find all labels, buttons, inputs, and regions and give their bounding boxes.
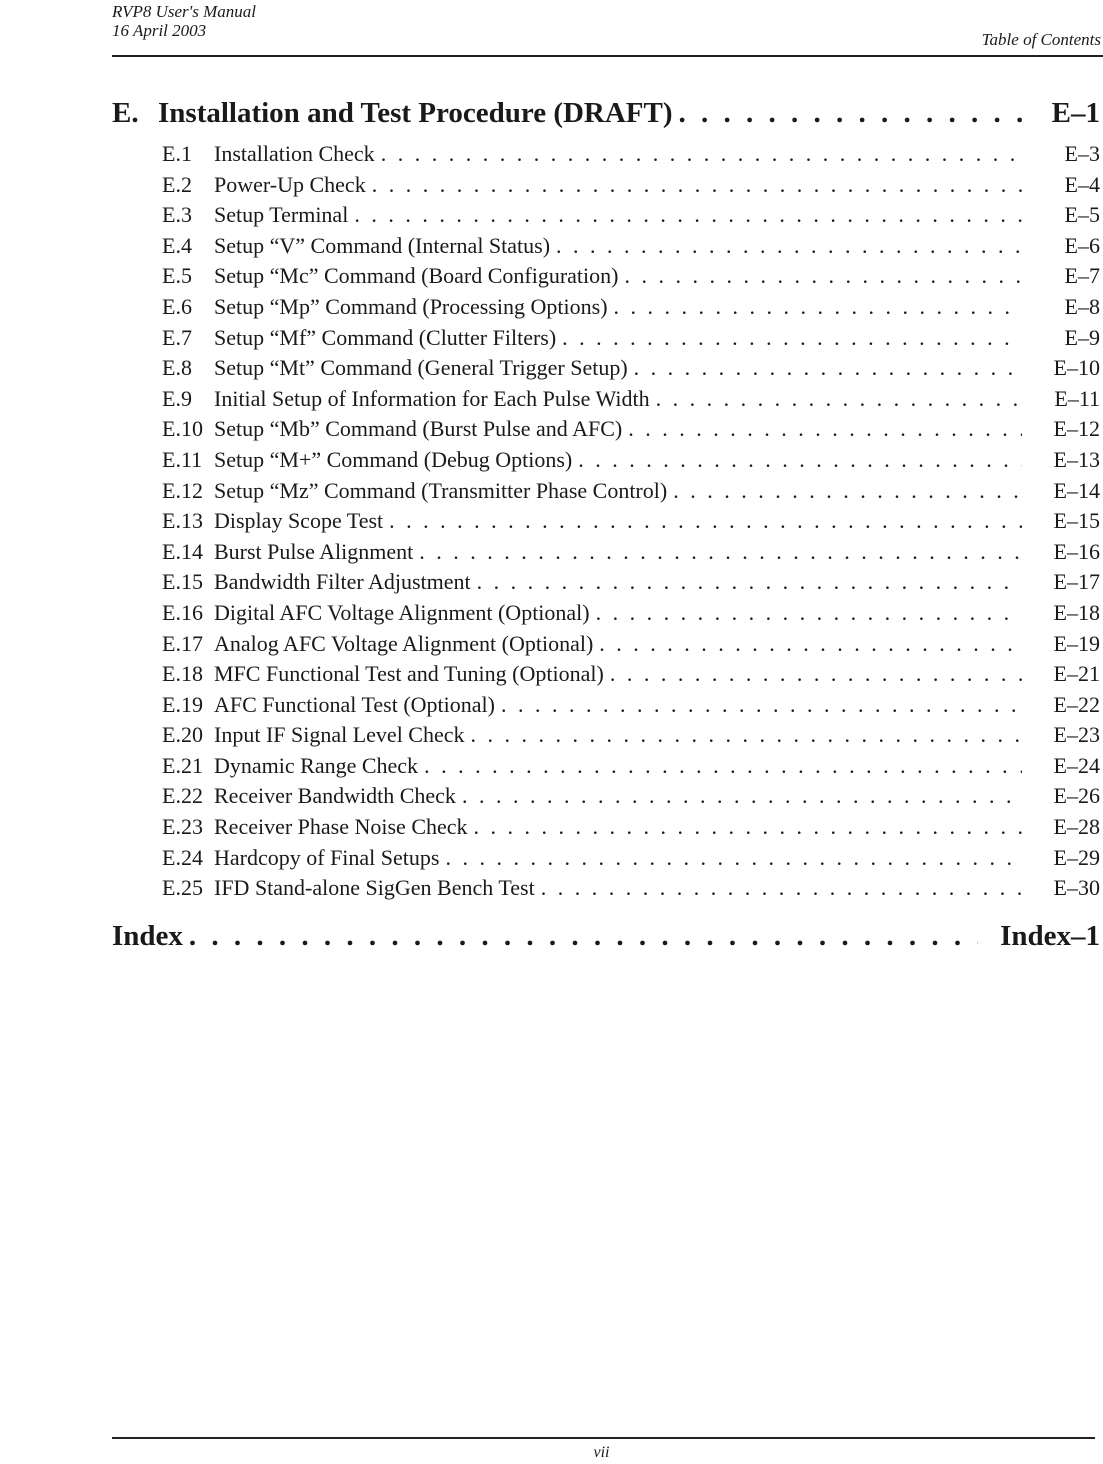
section-page: E–12 <box>1053 416 1100 442</box>
header-rule <box>112 55 1103 57</box>
section-number: E.1 <box>162 141 192 166</box>
footer-rule <box>112 1437 1095 1439</box>
toc-index-entry[interactable] <box>112 920 1100 964</box>
dot-leader <box>596 600 1022 626</box>
dot-leader <box>614 294 1022 320</box>
toc-section-list <box>112 141 1100 906</box>
section-page: E–18 <box>1053 599 1100 625</box>
section-title: IFD Stand-alone SigGen Bench Test <box>214 875 535 901</box>
section-page: E–15 <box>1053 508 1100 534</box>
section-title: Setup “Mb” Command (Burst Pulse and AFC) <box>214 416 623 442</box>
toc-section-entry[interactable] <box>112 722 1100 753</box>
section-number: E.21 <box>162 752 203 778</box>
section-title: Initial Setup of Information for Each Pulse Width <box>214 385 650 411</box>
section-number: E.6 <box>162 293 192 319</box>
manual-title: RVP8 User's Manual <box>112 2 257 21</box>
index-page: Index–1 <box>1000 919 1100 952</box>
section-page: E–23 <box>1053 722 1100 748</box>
dot-leader <box>624 263 1022 289</box>
section-number: E.19 <box>162 691 203 717</box>
section-number: E.16 <box>162 599 203 625</box>
section-page: E–4 <box>1064 171 1100 197</box>
section-number: E.5 <box>162 263 192 289</box>
section-page: E–11 <box>1054 385 1100 411</box>
running-header-left <box>112 2 256 40</box>
toc-section-entry[interactable] <box>112 661 1100 692</box>
dot-leader <box>354 202 1022 228</box>
dot-leader <box>634 355 1022 381</box>
dot-leader <box>474 814 1022 840</box>
section-page: E–19 <box>1053 630 1100 656</box>
toc-section-entry[interactable] <box>112 569 1100 600</box>
section-page: E–24 <box>1053 752 1100 778</box>
toc-section-entry[interactable] <box>112 325 1100 356</box>
dot-leader <box>578 447 1022 473</box>
toc-section-entry[interactable] <box>112 263 1100 294</box>
section-title: Setup “M+” Command (Debug Options) <box>214 446 573 472</box>
index-title: Index <box>112 919 183 952</box>
toc-section-entry[interactable] <box>112 508 1100 539</box>
section-title: Setup “V” Command (Internal Status) <box>214 232 551 258</box>
section-page: E–16 <box>1053 538 1100 564</box>
section-number: E.22 <box>162 783 203 809</box>
dot-leader <box>656 386 1022 412</box>
page-number: vii <box>593 1444 610 1461</box>
toc-section-entry[interactable] <box>112 783 1100 814</box>
section-page: E–3 <box>1064 141 1100 166</box>
toc-section-entry[interactable] <box>112 600 1100 631</box>
section-title: Setup “Mt” Command (General Trigger Setup) <box>214 355 628 381</box>
dot-leader <box>424 753 1022 779</box>
toc-section-entry[interactable] <box>112 447 1100 478</box>
manual-date: 16 April 2003 <box>112 21 207 40</box>
section-number: E.23 <box>162 814 203 840</box>
section-title: Display Scope Test <box>214 508 384 534</box>
section-number: E.9 <box>162 385 192 411</box>
section-title: AFC Functional Test (Optional) <box>214 691 495 717</box>
section-number: E.15 <box>162 569 203 595</box>
toc-section-entry[interactable] <box>112 172 1100 203</box>
section-title: Input IF Signal Level Check <box>214 722 465 748</box>
dot-leader <box>679 97 1022 130</box>
toc-section-entry[interactable] <box>112 875 1100 906</box>
toc-section-entry[interactable] <box>112 202 1100 233</box>
running-header-section: Table of Contents <box>981 30 1101 49</box>
toc-section-entry[interactable] <box>112 355 1100 386</box>
toc-section-entry[interactable] <box>112 478 1100 509</box>
toc-section-entry[interactable] <box>112 814 1100 845</box>
section-number: E.10 <box>162 416 203 442</box>
toc-section-entry[interactable] <box>112 753 1100 784</box>
section-page: E–17 <box>1053 569 1100 595</box>
section-page: E–9 <box>1064 324 1100 350</box>
section-title: Digital AFC Voltage Alignment (Optional) <box>214 599 590 625</box>
section-title: Burst Pulse Alignment <box>214 538 414 564</box>
section-title: Analog AFC Voltage Alignment (Optional) <box>214 630 594 656</box>
dot-leader <box>599 631 1022 657</box>
section-title: Receiver Phase Noise Check <box>214 814 468 840</box>
section-title: Receiver Bandwidth Check <box>214 783 456 809</box>
section-number: E.7 <box>162 324 192 350</box>
dot-leader <box>189 920 978 953</box>
section-page: E–6 <box>1064 232 1100 258</box>
section-page: E–30 <box>1053 875 1100 901</box>
section-title: Setup Terminal <box>214 202 349 228</box>
section-page: E–10 <box>1053 355 1100 381</box>
section-page: E–7 <box>1064 263 1100 289</box>
section-number: E.11 <box>162 446 203 472</box>
dot-leader <box>556 233 1022 259</box>
dot-leader <box>562 325 1022 351</box>
toc-section-entry[interactable] <box>112 386 1100 417</box>
section-number: E.3 <box>162 202 192 228</box>
chapter-title: Installation and Test Procedure (DRAFT) <box>158 97 673 129</box>
section-page: E–21 <box>1053 661 1100 687</box>
section-title: Installation Check <box>214 141 375 166</box>
dot-leader <box>419 539 1022 565</box>
section-number: E.17 <box>162 630 203 656</box>
section-title: Dynamic Range Check <box>214 752 419 778</box>
toc-section-entry[interactable] <box>112 233 1100 264</box>
dot-leader <box>381 141 1022 167</box>
section-page: E–26 <box>1053 783 1100 809</box>
dot-leader <box>501 692 1022 718</box>
section-title: Setup “Mp” Command (Processing Options) <box>214 293 608 319</box>
toc-section-entry[interactable] <box>112 692 1100 723</box>
section-number: E.25 <box>162 875 203 901</box>
section-page: E–28 <box>1053 814 1100 840</box>
section-title: Setup “Mz” Command (Transmitter Phase Control) <box>214 477 668 503</box>
section-page: E–29 <box>1053 844 1100 870</box>
toc-chapter-entry[interactable] <box>112 97 1100 141</box>
section-page: E–13 <box>1053 446 1100 472</box>
dot-leader <box>541 875 1022 901</box>
dot-leader <box>477 569 1022 595</box>
toc-section-entry[interactable] <box>112 416 1100 447</box>
dot-leader <box>610 661 1022 687</box>
dot-leader <box>445 845 1022 871</box>
section-page: E–22 <box>1053 691 1100 717</box>
section-number: E.12 <box>162 477 203 503</box>
table-of-contents <box>112 97 1100 964</box>
section-title: MFC Functional Test and Tuning (Optional) <box>214 661 604 687</box>
section-number: E.18 <box>162 661 203 687</box>
section-number: E.13 <box>162 508 203 534</box>
section-title: Bandwidth Filter Adjustment <box>214 569 471 595</box>
dot-leader <box>389 508 1022 534</box>
dot-leader <box>673 478 1022 504</box>
section-title: Setup “Mc” Command (Board Configuration) <box>214 263 619 289</box>
toc-section-entry[interactable] <box>112 294 1100 325</box>
section-page: E–8 <box>1064 293 1100 319</box>
toc-section-entry[interactable] <box>112 539 1100 570</box>
section-title: Setup “Mf” Command (Clutter Filters) <box>214 324 557 350</box>
section-title: Hardcopy of Final Setups <box>214 844 440 870</box>
section-page: E–5 <box>1064 202 1100 228</box>
section-number: E.20 <box>162 722 203 748</box>
section-number: E.2 <box>162 171 192 197</box>
dot-leader <box>628 416 1022 442</box>
section-number: E.14 <box>162 538 203 564</box>
section-number: E.24 <box>162 844 203 870</box>
toc-section-entry[interactable] <box>112 631 1100 662</box>
dot-leader <box>471 722 1022 748</box>
section-number: E.4 <box>162 232 192 258</box>
toc-section-entry[interactable] <box>112 141 1100 172</box>
chapter-number: E. <box>112 97 139 129</box>
section-number: E.8 <box>162 355 192 381</box>
toc-section-entry[interactable] <box>112 845 1100 876</box>
section-title: Power-Up Check <box>214 171 366 197</box>
section-page: E–14 <box>1053 477 1100 503</box>
dot-leader <box>462 783 1022 809</box>
dot-leader <box>372 172 1022 198</box>
chapter-page: E–1 <box>1051 97 1100 129</box>
